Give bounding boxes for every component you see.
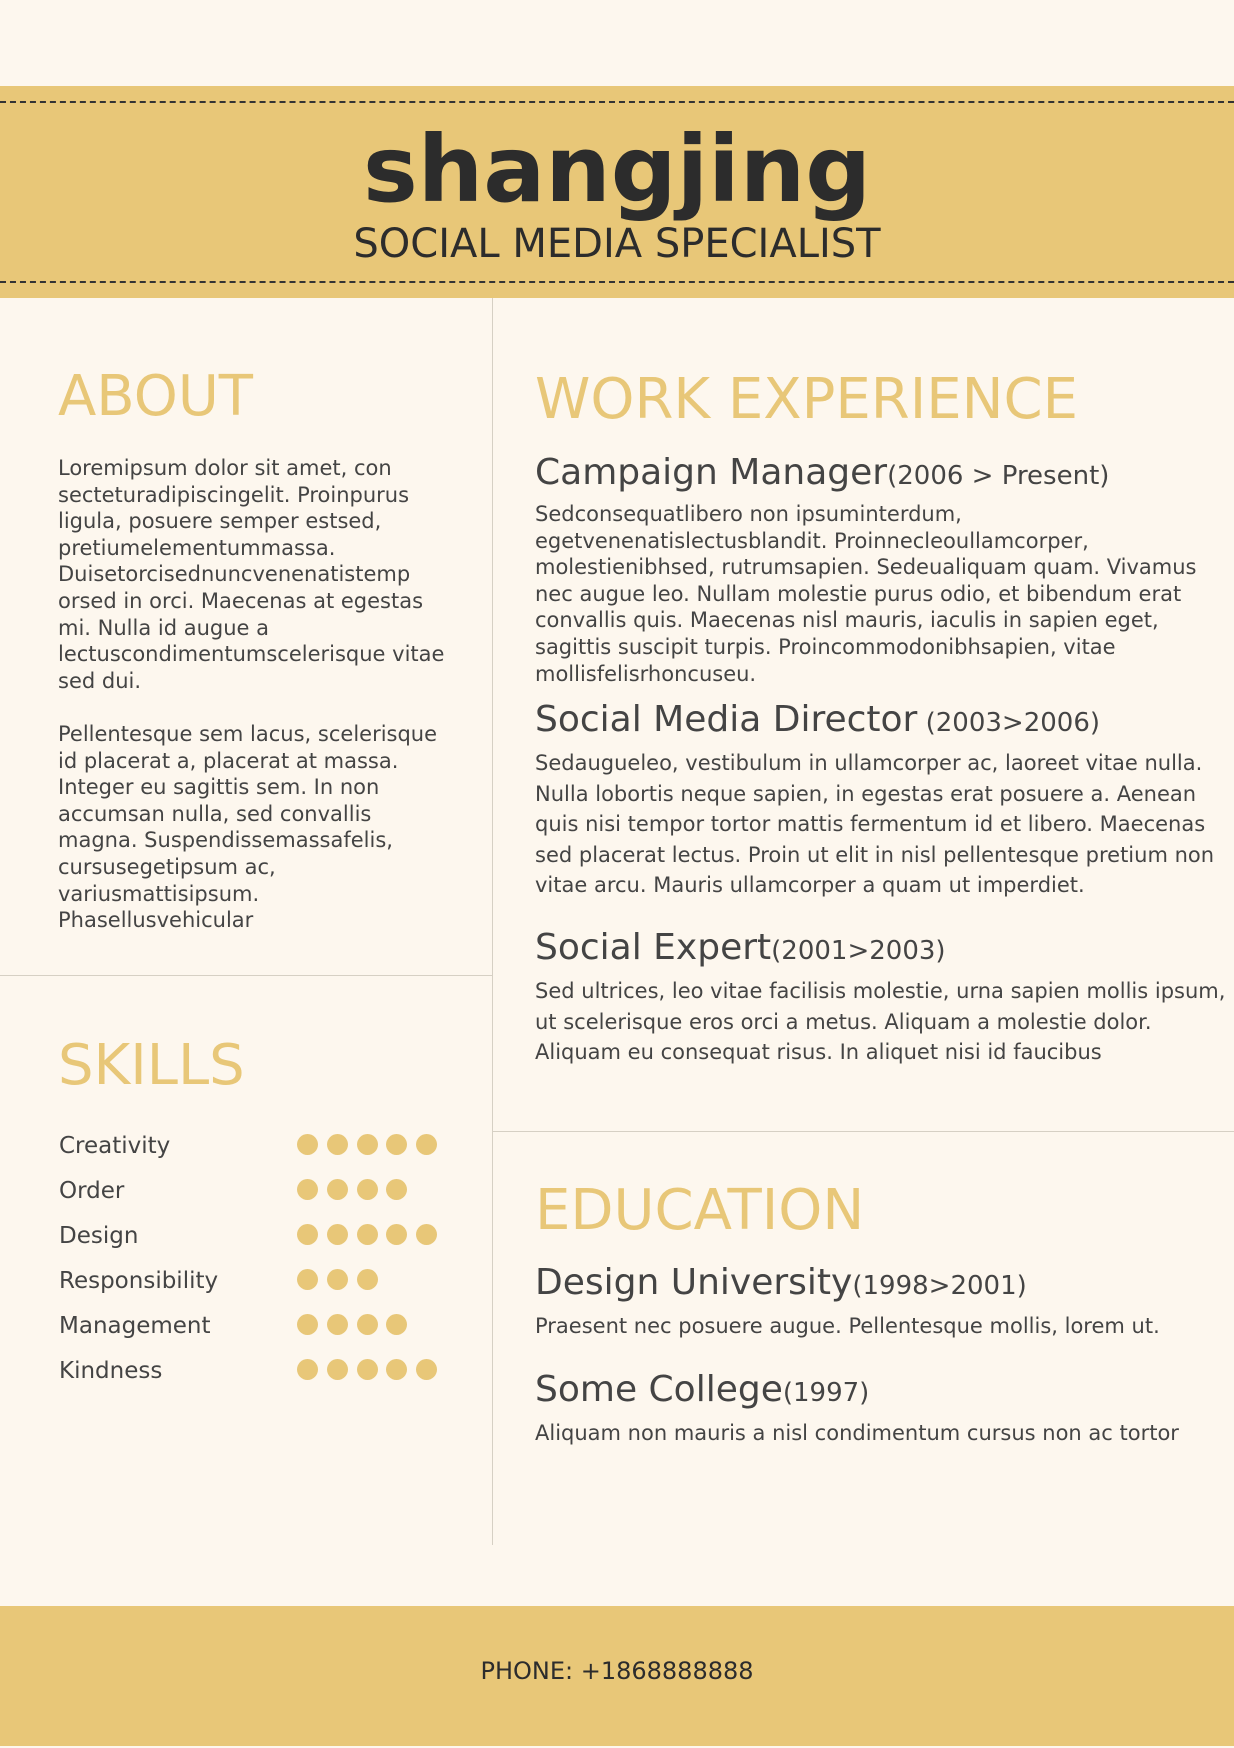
skills-list <box>59 1128 459 1398</box>
skill-rating-dot <box>357 1269 378 1290</box>
work-education-divider <box>493 1131 1234 1132</box>
skill-rating-dots <box>297 1359 446 1381</box>
skill-name: Design <box>59 1223 139 1249</box>
job-entry-title <box>535 928 1230 971</box>
skill-rating-dot <box>327 1359 348 1380</box>
skill-rating-dot <box>357 1179 378 1200</box>
skill-rating-dot <box>297 1179 318 1200</box>
job-entry-title <box>535 453 1230 496</box>
job-entry-role: Social Media Director <box>535 699 918 740</box>
about-paragraph-2: Pellentesque sem lacus, scelerisque id placerat a, placerat at massa. Integer eu sagittis sem. In non accumsan nulla, sed convallis magna. Suspendissemassafelis, cursusegetipsum ac, variusmattisipsum. Phasellusvehicular <box>58 721 438 933</box>
skills-heading: SKILLS <box>58 1033 245 1098</box>
job-entry-description: Sedconsequatlibero non ipsuminterdum, egetvenenatislectusblandit. Proinnecleoullamcorper, molestienibhsed, rutrumsapien. Sedeualiquam quam. Vivamus nec augue leo. Nullam molestie purus odio, et bibendum erat convallis quis. Maecenas nisl mauris, iaculis in sapien eget, sagittis suscipit turpis. Proincommodonibhsapien, vitae mollisfelisrhoncuseu. <box>535 502 1197 686</box>
skill-rating-dots <box>297 1179 416 1201</box>
about-heading: ABOUT <box>58 364 254 429</box>
skill-rating-dot <box>386 1134 407 1155</box>
education-entry-years: (1997) <box>782 1378 870 1408</box>
about-skills-divider <box>0 975 492 976</box>
skill-rating-dot <box>327 1224 348 1245</box>
person-name: shangjing <box>362 116 872 223</box>
skill-name: Kindness <box>59 1358 163 1384</box>
skill-name: Management <box>59 1313 211 1339</box>
skill-rating-dot <box>416 1359 437 1380</box>
job-entry-role: Campaign Manager <box>535 452 888 493</box>
education-entry-description: Praesent nec posuere augue. Pellentesque mollis, lorem ut. <box>535 1314 1160 1338</box>
job-entry-description: Sedaugueleo, vestibulum in ullamcorper ac, laoreet vitae nulla. Nulla lobortis neque sapien, in egestas erat posuere a. Aenean quis nisi tempor tortor mattis fermentum id et libero. Maecenas sed placerat lectus. Proin ut elit in nisl pellentesque pretium non vitae arcu. Mauris ullamcorper a quam ut imperdiet. <box>535 751 1215 897</box>
work-experience-heading: WORK EXPERIENCE <box>535 367 1078 432</box>
skill-name: Order <box>59 1178 125 1204</box>
job-entry-campaign-manager <box>535 453 1230 687</box>
skill-rating-dot <box>327 1134 348 1155</box>
education-entry-description: Aliquam non mauris a nisl condimentum cursus non ac tortor <box>535 1421 1179 1445</box>
skill-rating-dot <box>327 1269 348 1290</box>
education-entry-years: (1998>2001) <box>852 1271 1027 1301</box>
skill-rating-dot <box>297 1134 318 1155</box>
skill-rating-dots <box>297 1269 386 1291</box>
skill-row <box>59 1173 459 1218</box>
job-entry-years: (2006 > Present) <box>887 461 1110 491</box>
education-heading: EDUCATION <box>535 1178 865 1243</box>
education-entry-title <box>535 1263 1230 1306</box>
header-dashed-line-bottom <box>0 281 1234 283</box>
job-entry-title <box>535 700 1230 743</box>
skill-rating-dots <box>297 1224 446 1246</box>
skill-row <box>59 1128 459 1173</box>
skill-rating-dot <box>357 1359 378 1380</box>
footer-banner <box>0 1606 1234 1746</box>
education-entry-school: Some College <box>535 1369 783 1410</box>
job-entry-social-expert <box>535 928 1230 1072</box>
skill-rating-dot <box>297 1269 318 1290</box>
skill-rating-dot <box>386 1224 407 1245</box>
about-text <box>58 455 453 945</box>
skill-row <box>59 1218 459 1263</box>
education-entry-title <box>535 1370 1230 1413</box>
skill-rating-dot <box>297 1224 318 1245</box>
header-dashed-line-top <box>0 101 1234 103</box>
education-entry-some-college <box>535 1370 1230 1459</box>
skill-rating-dot <box>327 1179 348 1200</box>
skill-rating-dot <box>416 1134 437 1155</box>
skill-rating-dot <box>357 1134 378 1155</box>
skill-rating-dot <box>297 1314 318 1335</box>
skill-row <box>59 1353 459 1398</box>
skill-rating-dots <box>297 1314 416 1336</box>
skill-rating-dot <box>386 1179 407 1200</box>
about-paragraph-1: Loremipsum dolor sit amet, con secteturadipiscingelit. Proinpurus ligula, posuere semper estsed, pretiumelementummassa. Duisetorcisednuncvenenatistemp orsed in orci. Maecenas at egestas mi. Nulla id augue a lectuscondimentumscelerisque vitae sed dui. <box>58 456 445 693</box>
column-divider <box>492 298 493 1545</box>
skill-rating-dot <box>386 1359 407 1380</box>
skill-rating-dots <box>297 1134 446 1156</box>
job-entry-social-media-director <box>535 700 1230 916</box>
education-entry-school: Design University <box>535 1262 853 1303</box>
skill-rating-dot <box>386 1314 407 1335</box>
skill-rating-dot <box>416 1224 437 1245</box>
job-entry-years: (2003>2006) <box>917 708 1101 738</box>
skill-row <box>59 1263 459 1308</box>
job-entry-description: Sed ultrices, leo vitae facilisis molestie, urna sapien mollis ipsum, ut scelerisque eros orci a metus. Aliquam a molestie dolor. Aliquam eu consequat risus. In aliquet nisi id faucibus <box>535 979 1226 1064</box>
skill-name: Creativity <box>59 1133 171 1159</box>
education-entry-design-university <box>535 1263 1230 1342</box>
skill-rating-dot <box>327 1314 348 1335</box>
skill-name: Responsibility <box>59 1268 219 1294</box>
skill-row <box>59 1308 459 1353</box>
skill-rating-dot <box>357 1314 378 1335</box>
job-entry-role: Social Expert <box>535 927 772 968</box>
job-entry-years: (2001>2003) <box>771 936 946 966</box>
skill-rating-dot <box>357 1224 378 1245</box>
phone-number: PHONE: +1868888888 <box>480 1657 754 1685</box>
job-title: SOCIAL MEDIA SPECIALIST <box>353 221 881 267</box>
skill-rating-dot <box>297 1359 318 1380</box>
header-banner <box>0 86 1234 298</box>
